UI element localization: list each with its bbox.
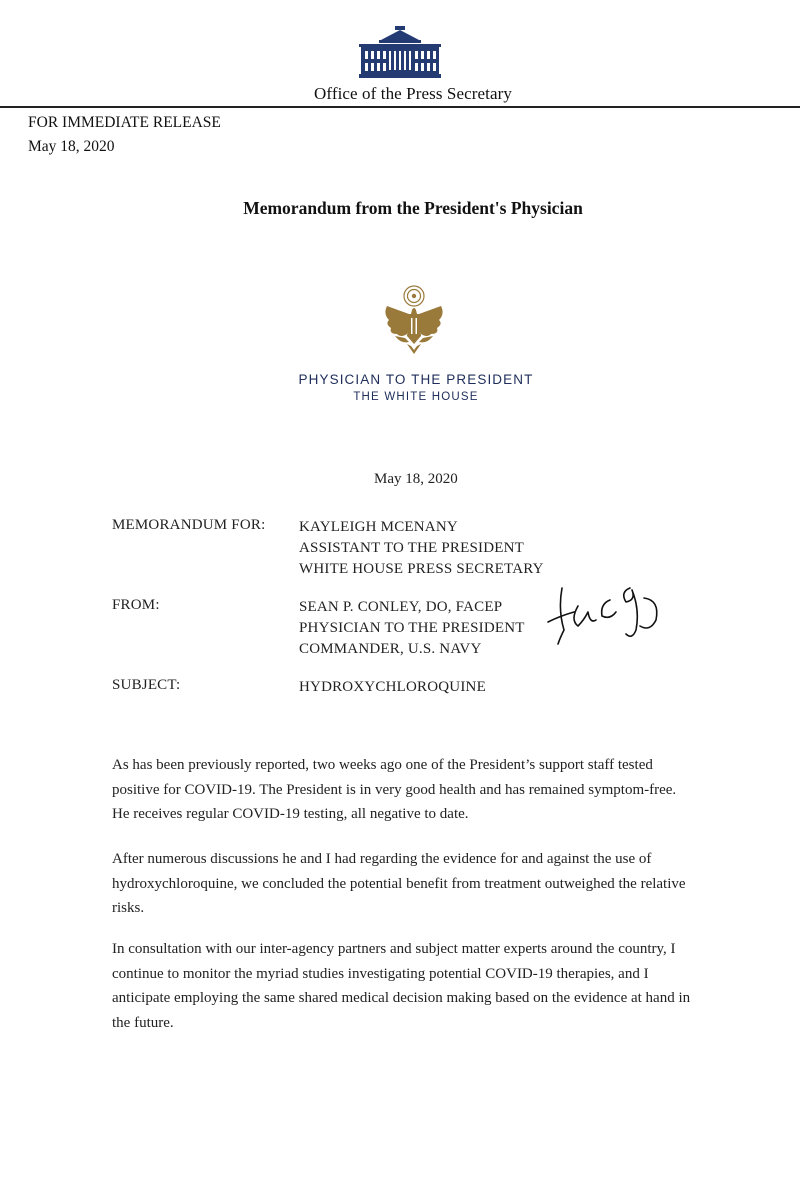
paragraph-line: continue to monitor the myriad studies investigating potential COVID-19 therapies, and I (112, 965, 649, 982)
paragraph-line: hydroxychloroquine, we concluded the potential benefit from treatment outweighed the relative (112, 875, 686, 892)
paragraph-line: anticipate employing the same shared medical decision making based on the evidence at hand in (112, 990, 691, 1006)
paragraph-line: In consultation with our inter-agency partners and subject matter experts around the country, I (112, 941, 676, 957)
memo-for-recipient (299, 517, 544, 580)
sender-line: SEAN P. CONLEY, DO, FACEP (299, 599, 503, 615)
release-label: FOR IMMEDIATE RELEASE (28, 114, 221, 131)
paragraph-line: risks. (112, 900, 145, 916)
letterhead-title: PHYSICIAN TO THE PRESIDENT (298, 372, 534, 387)
body-paragraph-3 (112, 937, 712, 1035)
sender-line: COMMANDER, U.S. NAVY (299, 641, 482, 657)
memo-subject-label: SUBJECT: (112, 677, 181, 693)
page-title: Memorandum from the President's Physician (243, 198, 583, 218)
presidential-eagle-seal-icon (379, 284, 449, 358)
white-house-icon (359, 26, 441, 78)
sender-line: PHYSICIAN TO THE PRESIDENT (299, 620, 525, 636)
recipient-line: WHITE HOUSE PRESS SECRETARY (299, 561, 544, 577)
memo-for-label: MEMORANDUM FOR: (112, 517, 266, 533)
header-divider (0, 106, 800, 108)
recipient-line: ASSISTANT TO THE PRESIDENT (299, 540, 524, 556)
paragraph-line: After numerous discussions he and I had regarding the evidence for and against the use of (112, 851, 652, 867)
paragraph-line: positive for COVID-19. The President is in very good health and has remained symptom-free. (112, 781, 677, 798)
office-name: Office of the Press Secretary (313, 84, 512, 103)
paragraph-line: As has been previously reported, two weeks ago one of the President’s support staff tested (112, 757, 653, 773)
recipient-line: KAYLEIGH MCENANY (299, 519, 458, 535)
body-paragraph-1 (112, 753, 712, 827)
release-date: May 18, 2020 (28, 138, 115, 155)
release-block (28, 111, 221, 159)
paragraph-line: He receives regular COVID-19 testing, all negative to date. (112, 806, 469, 822)
subject-value: HYDROXYCHLOROQUINE (299, 679, 486, 695)
letterhead-subtitle: THE WHITE HOUSE (353, 391, 479, 403)
handwritten-signature-icon (540, 560, 670, 650)
memo-from-sender (299, 597, 525, 660)
memo-subject (299, 677, 486, 698)
memo-from-label: FROM: (112, 597, 160, 613)
paragraph-line: the future. (112, 1014, 174, 1031)
body-paragraph-2 (112, 847, 712, 921)
memo-date: May 18, 2020 (374, 471, 458, 487)
